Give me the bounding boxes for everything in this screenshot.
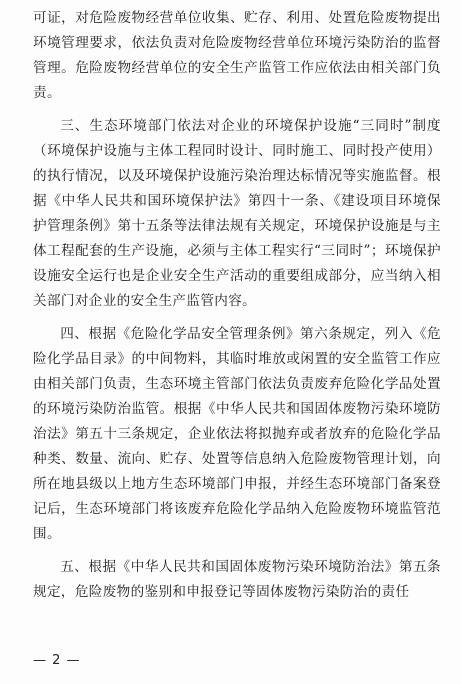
page-number: — 2 — <box>33 653 81 668</box>
document-body <box>33 6 441 613</box>
paragraph-item-4: 四、根据《危险化学品安全管理条例》第六条规定，列入《危险化学品目录》的中间物料，其临时堆放或闲置的安全监管工作应由相关部门负责，生态环境主管部门依法负责废弃危险化学品处置的环境污染防治监管。根据《中华人民共和国固体废物污染环境防治法》第五十三条规定，企业依法将拟抛弃或者放弃的危险化学品种类、数量、流向、贮存、处置等信息纳入危险废物管理计划，向所在地县级以上地方生态环境部门申报，并经生态环境部门备案登记后，生态环境部门将该废弃危险化学品纳入危险废物环境监管范围。 <box>33 326 441 542</box>
paragraph-continuation: 可证，对危险废物经营单位收集、贮存、利用、处置危险废物提出环境管理要求，依法负责对危险废物经营单位环境污染防治的监督管理。危险废物经营单位的安全生产监管工作应依法由相关部门负责。 <box>33 10 441 101</box>
paragraph-item-3: 三、生态环境部门依法对企业的环境保护设施“三同时”制度（环境保护设施与主体工程同时设计、同时施工、同时投产使用）的执行情况，以及环境保护设施污染治理达标情况等实施监督。根据《中华人民共和国环境保护法》第四十一条、《建设项目环境保护管理条例》第十五条等法律法规有关规定，环境保护设施是与主体工程配套的生产设施，必须与主体工程实行“三同时”；环境保护设施安全运行也是企业安全生产活动的重要组成部分，应当纳入相关部门对企业的安全生产监管内容。 <box>33 118 441 309</box>
paragraph-item-5: 五、根据《中华人民共和国固体废物污染环境防治法》第五条规定，危险废物的鉴别和申报登记等固体废物污染防治的责任 <box>33 559 441 600</box>
